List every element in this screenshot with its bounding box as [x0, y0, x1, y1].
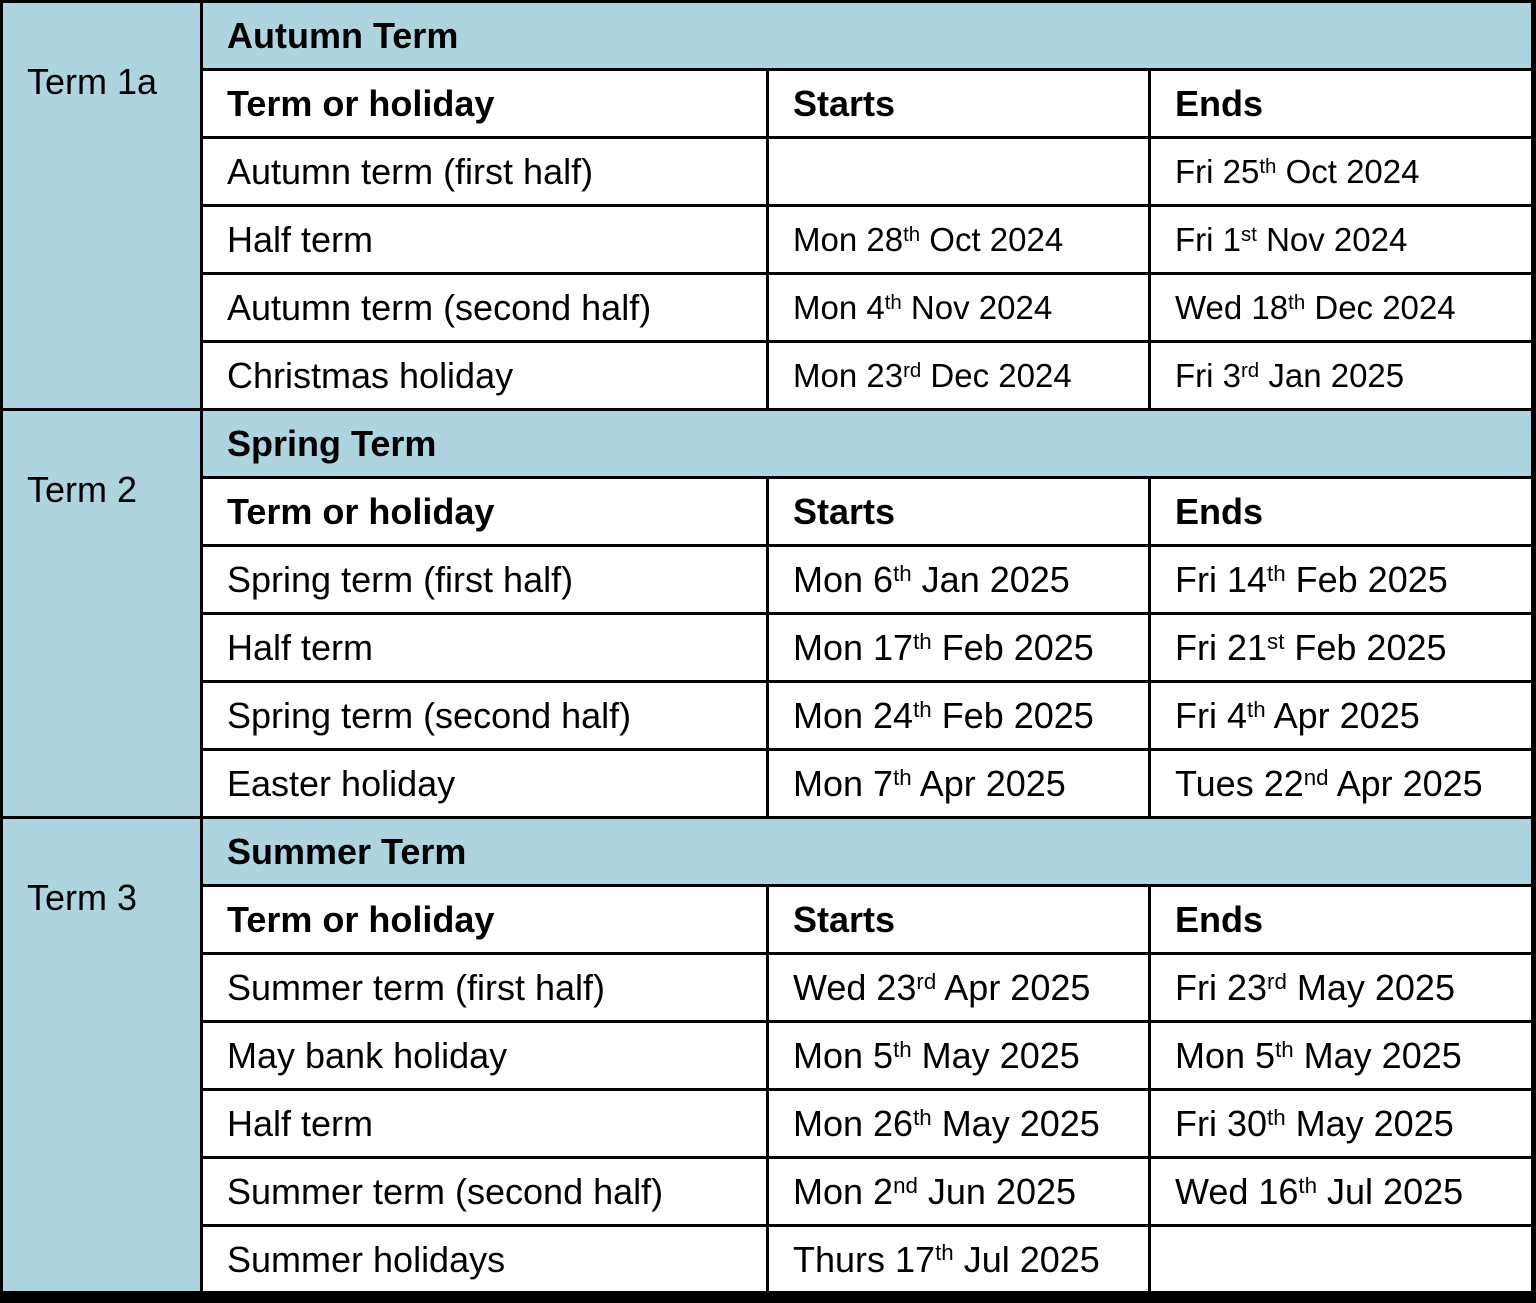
- term-label: [3, 3, 200, 408]
- term-name-cell: [203, 751, 766, 816]
- start-date-cell: [769, 1159, 1148, 1224]
- start-date: Wed 23rd Apr 2025: [793, 967, 1091, 1008]
- start-date-cell: [769, 955, 1148, 1020]
- start-date: Thurs 17th Jul 2025: [793, 1238, 1100, 1280]
- start-date-cell: [769, 547, 1148, 612]
- column-header-label: Ends: [1175, 491, 1264, 532]
- term-name: Summer holidays: [227, 1238, 506, 1280]
- term-title-row: [203, 3, 1531, 68]
- term-name: Autumn term (first half): [227, 151, 594, 192]
- column-header-ends: [1151, 479, 1531, 544]
- start-date: Mon 6th Jan 2025: [793, 559, 1070, 600]
- start-date-cell: [769, 275, 1148, 340]
- start-date-cell: [769, 1091, 1148, 1156]
- term-name: Summer term (second half): [227, 1171, 664, 1212]
- start-date-cell: [769, 139, 1148, 204]
- term-title: Summer Term: [227, 831, 467, 872]
- end-date: Tues 22nd Apr 2025: [1175, 763, 1483, 804]
- end-date-cell: [1151, 683, 1531, 748]
- start-date: Mon 17th Feb 2025: [793, 627, 1094, 668]
- term-title-row: [203, 411, 1531, 476]
- end-date-cell: [1151, 1091, 1531, 1156]
- start-date: Mon 2nd Jun 2025: [793, 1171, 1077, 1212]
- start-date: Mon 5th May 2025: [793, 1035, 1080, 1076]
- end-date-cell: [1151, 1227, 1531, 1291]
- end-date: Fri 25th Oct 2024: [1175, 153, 1420, 190]
- column-header-term-or-holiday: [203, 887, 766, 952]
- term-name: Half term: [227, 627, 374, 668]
- start-date: Mon 4th Nov 2024: [793, 289, 1053, 326]
- term-name-cell: [203, 275, 766, 340]
- term-name-cell: [203, 547, 766, 612]
- end-date-cell: [1151, 615, 1531, 680]
- term-label: [3, 819, 200, 1291]
- column-header-starts: [769, 887, 1148, 952]
- end-date: Fri 23rd May 2025: [1175, 967, 1455, 1008]
- end-date-cell: [1151, 1023, 1531, 1088]
- term-name: Easter holiday: [227, 763, 456, 804]
- term-name: Autumn term (second half): [227, 287, 652, 328]
- column-header-ends: [1151, 887, 1531, 952]
- end-date-cell: [1151, 955, 1531, 1020]
- end-date: Fri 1st Nov 2024: [1175, 221, 1408, 258]
- term-title: Autumn Term: [227, 15, 459, 56]
- term-name-cell: [203, 683, 766, 748]
- column-header-label: Starts: [793, 491, 896, 532]
- term-label: [3, 411, 200, 816]
- term-name-cell: [203, 139, 766, 204]
- term-name-cell: [203, 1159, 766, 1224]
- end-date-cell: [1151, 275, 1531, 340]
- term-name-cell: [203, 1023, 766, 1088]
- term-name-cell: [203, 207, 766, 272]
- start-date-cell: [769, 683, 1148, 748]
- end-date-cell: [1151, 751, 1531, 816]
- term-name-cell: [203, 343, 766, 408]
- end-date-cell: [1151, 343, 1531, 408]
- end-date: Wed 16th Jul 2025: [1175, 1171, 1464, 1212]
- column-header-label: Ends: [1175, 83, 1264, 124]
- term-label-text: Term 3: [27, 877, 138, 918]
- start-date-cell: [769, 1227, 1148, 1291]
- start-date: Mon 24th Feb 2025: [793, 695, 1094, 736]
- end-date-cell: [1151, 207, 1531, 272]
- term-name: Half term: [227, 1103, 374, 1144]
- start-date-cell: [769, 615, 1148, 680]
- term-name: Half term: [227, 219, 374, 260]
- column-header-term-or-holiday: [203, 71, 766, 136]
- end-date: Fri 3rd Jan 2025: [1175, 357, 1405, 394]
- start-date: Mon 23rd Dec 2024: [793, 357, 1072, 394]
- start-date-cell: [769, 1023, 1148, 1088]
- term-label-text: Term 2: [27, 469, 138, 510]
- end-date: Fri 21st Feb 2025: [1175, 627, 1447, 668]
- term-name-cell: [203, 955, 766, 1020]
- start-date-cell: [769, 207, 1148, 272]
- column-header-label: Starts: [793, 899, 896, 940]
- end-date-cell: [1151, 1159, 1531, 1224]
- end-date-cell: [1151, 139, 1531, 204]
- start-date: Mon 7th Apr 2025: [793, 763, 1066, 804]
- column-header-term-or-holiday: [203, 479, 766, 544]
- term-name-cell: [203, 615, 766, 680]
- column-header-label: Ends: [1175, 899, 1264, 940]
- column-header-label: Term or holiday: [227, 83, 495, 124]
- column-header-label: Starts: [793, 83, 896, 124]
- term-name: May bank holiday: [227, 1035, 508, 1076]
- start-date-cell: [769, 751, 1148, 816]
- term-name: Christmas holiday: [227, 355, 514, 396]
- term-name: Summer term (first half): [227, 967, 606, 1008]
- term-name-cell: [203, 1227, 766, 1291]
- term-label-text: Term 1a: [27, 61, 158, 102]
- term-title-row: [203, 819, 1531, 884]
- end-date: Wed 18th Dec 2024: [1175, 289, 1456, 326]
- end-date: Mon 5th May 2025: [1175, 1035, 1462, 1076]
- term-name: Spring term (second half): [227, 695, 632, 736]
- term-name: Spring term (first half): [227, 559, 574, 600]
- column-header-label: Term or holiday: [227, 491, 495, 532]
- column-header-label: Term or holiday: [227, 899, 495, 940]
- term-title: Spring Term: [227, 423, 437, 464]
- column-header-starts: [769, 479, 1148, 544]
- column-header-starts: [769, 71, 1148, 136]
- end-date: Fri 30th May 2025: [1175, 1103, 1454, 1144]
- start-date: Mon 28th Oct 2024: [793, 221, 1064, 258]
- end-date: Fri 4th Apr 2025: [1175, 695, 1420, 736]
- end-date: Fri 14th Feb 2025: [1175, 559, 1448, 600]
- term-name-cell: [203, 1091, 766, 1156]
- end-date-cell: [1151, 547, 1531, 612]
- start-date: Mon 26th May 2025: [793, 1103, 1100, 1144]
- column-header-ends: [1151, 71, 1531, 136]
- start-date-cell: [769, 343, 1148, 408]
